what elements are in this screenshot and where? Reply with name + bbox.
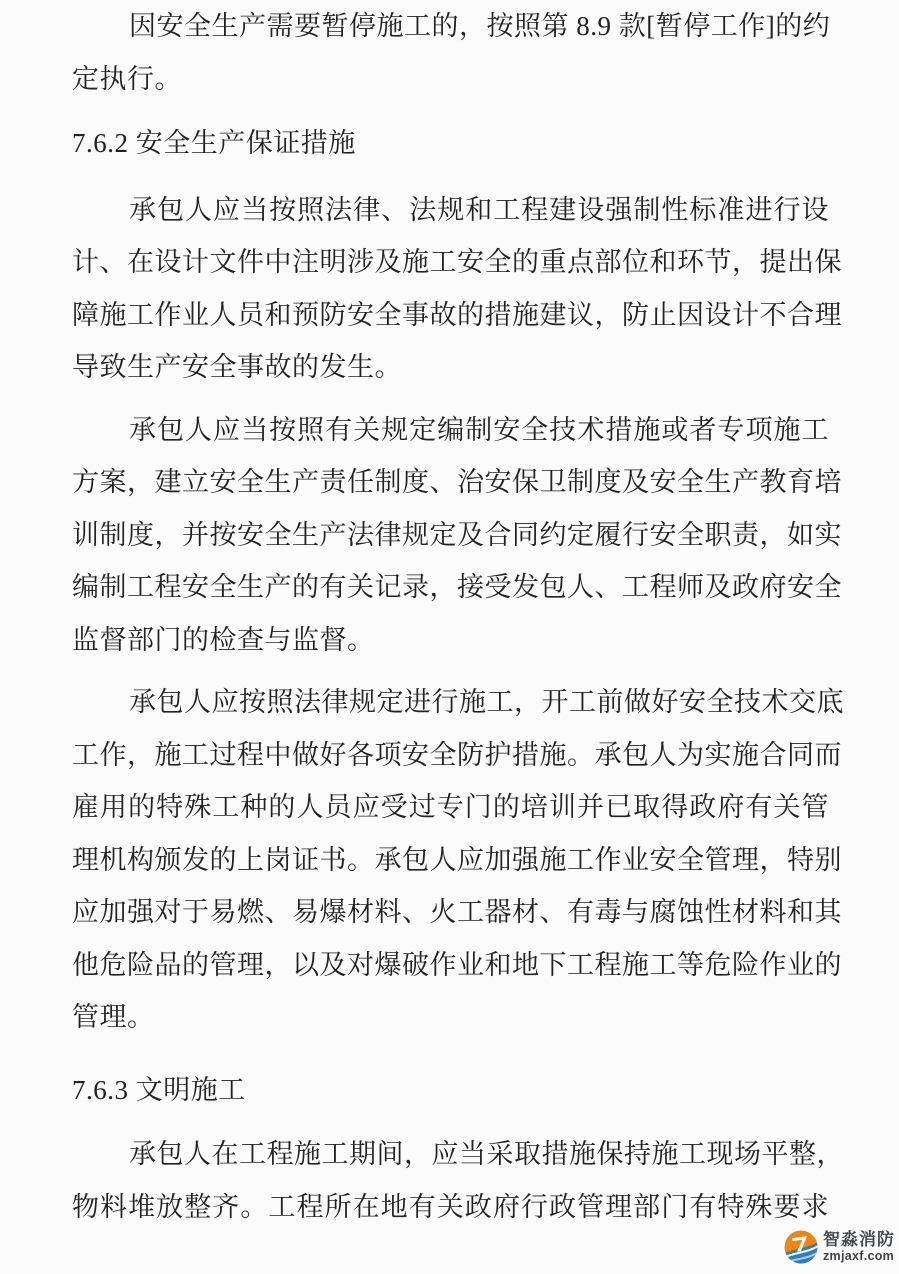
text-line: 训制度，并按安全生产法律规定及合同约定履行安全职责，如实	[72, 519, 842, 550]
text-line: 编制工程安全生产的有关记录，接受发包人、工程师及政府安全	[72, 572, 842, 602]
text-line: 承包人应当按照有关规定编制安全技术措施或者专项施工	[129, 414, 829, 445]
paragraph-suspend-work	[72, 0, 829, 105]
text-line: 他危险品的管理，以及对爆破作业和地下工程施工等危险作业的	[72, 949, 842, 980]
text-line: 导致生产安全事故的发生。	[72, 352, 402, 382]
paragraph-construction-safety	[72, 676, 844, 1044]
paragraph-safety-systems	[72, 404, 842, 667]
text-line: 应加强对于易燃、易爆材料、火工器材、有毒与腐蚀性材料和其	[72, 897, 842, 927]
text-line: 计、在设计文件中注明涉及施工安全的重点部位和环节，提出保	[72, 247, 842, 277]
text-line: 承包人应当按照法律、法规和工程建设强制性标准进行设	[129, 194, 829, 225]
text-line: 管理。	[72, 1002, 155, 1032]
text-line: 监督部门的检查与监督。	[72, 624, 375, 655]
section-heading-763: 7.6.3 文明施工	[72, 1074, 246, 1105]
text-line: 方案，建立安全生产责任制度、治安保卫制度及安全生产教育培	[72, 467, 842, 497]
text-line: 定执行。	[72, 63, 182, 94]
section-heading-762: 7.6.2 安全生产保证措施	[72, 128, 356, 158]
text-line: 工作，施工过程中做好各项安全防护措施。承包人为实施合同而	[72, 739, 842, 770]
text-line: 理机构颁发的上岗证书。承包人应加强施工作业安全管理，特别	[72, 844, 842, 875]
text-line: 承包人应按照法律规定进行施工，开工前做好安全技术交底	[129, 687, 844, 717]
text-line: 雇用的特殊工种的人员应受过专门的培训并已取得政府有关管	[72, 792, 829, 822]
zhimiao-logo-icon	[784, 1230, 818, 1264]
watermark-domain: zmjaxf.com	[823, 1249, 895, 1264]
text-line: 因安全生产需要暂停施工的，按照第 8.9 款[暂停工作]的约	[129, 11, 831, 41]
paragraph-civilized-construction	[72, 1128, 844, 1233]
watermark-brand-name: 智淼消防	[823, 1230, 895, 1250]
text-line: 物料堆放整齐。工程所在地有关政府行政管理部门有特殊要求	[72, 1191, 829, 1222]
paragraph-design-safety	[72, 184, 842, 394]
text-line: 承包人在工程施工期间，应当采取措施保持施工现场平整，	[129, 1139, 844, 1169]
text-line: 障施工作业人员和预防安全事故的措施建议，防止因设计不合理	[72, 299, 842, 330]
watermark-text	[823, 1231, 895, 1263]
brand-watermark	[784, 1230, 895, 1264]
